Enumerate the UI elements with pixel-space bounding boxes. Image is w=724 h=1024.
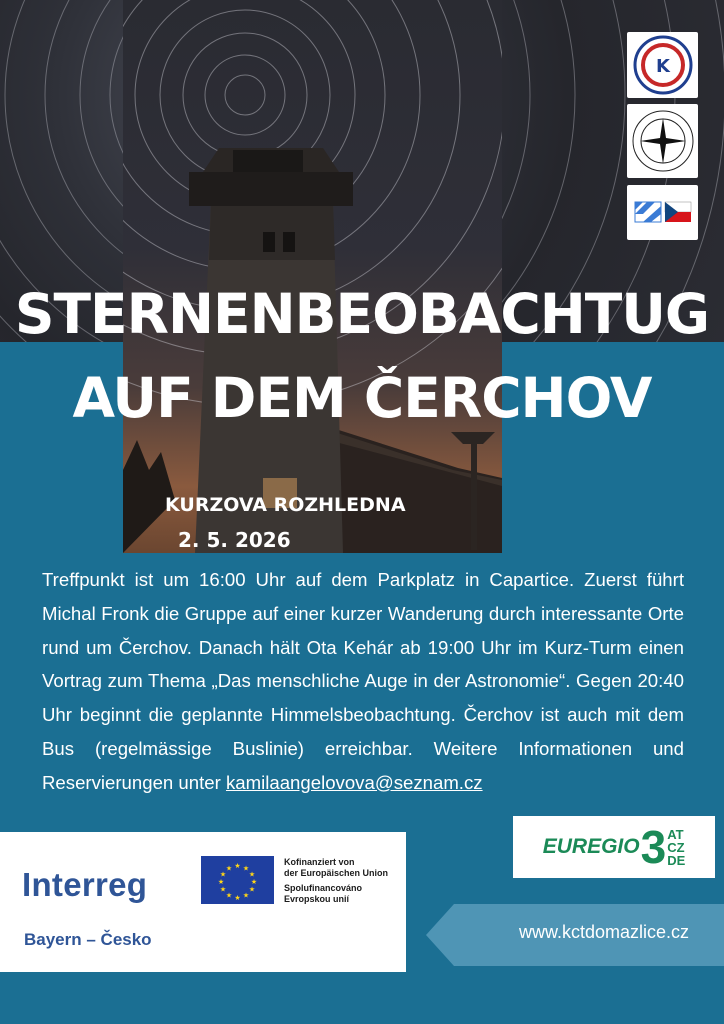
eu-cofunding-text [284, 857, 388, 905]
euregio-number: 3 [640, 821, 667, 873]
kct-logo [627, 32, 698, 98]
event-place: KURZOVA ROZHLEDNA [165, 494, 406, 516]
euregio-name: EUREGIO [542, 835, 640, 858]
svg-text:★: ★ [225, 891, 233, 900]
svg-text:★: ★ [248, 885, 256, 894]
interreg-region: Bayern – Česko [24, 930, 152, 949]
website-url[interactable]: www.kctdomazlice.cz [519, 922, 690, 942]
euregio-codes [667, 828, 685, 867]
euregio-code-at: AT [667, 826, 684, 842]
euregio-logo [513, 816, 715, 878]
svg-text:★: ★ [234, 894, 241, 902]
svg-text:★: ★ [234, 862, 241, 870]
event-date: 2. 5. 2026 [178, 528, 291, 552]
flags-icon [633, 198, 693, 228]
interreg-brand: Interreg [22, 866, 148, 903]
svg-text:★: ★ [225, 864, 233, 873]
event-description [42, 563, 684, 800]
title-line-1: STERNENBEOBACHTUG [14, 282, 710, 346]
svg-text:★: ★ [242, 864, 250, 873]
svg-text:★: ★ [219, 885, 227, 894]
bavaria-czech-flags-logo [627, 185, 698, 240]
email-link[interactable]: kamilaangelovova@seznam.cz [225, 771, 483, 793]
description-text: Treffpunkt ist um 16:00 Uhr auf dem Parkplatz in Capartice. Zuerst führt Michal Fronk die Gruppe auf einer kurzer Wanderung durch interessante Orte rund um Čerchov. Danach hält Ota Kehár ab 19:00 Uhr im Kurz-Turm einen Vortrag zum Thema „Das menschliche Auge in der Astronomie“. Gegen 20:40 Uhr beginnt die geplannte Himmelsbeobachtung. Čerchov ist auch mit dem Bus (regelmässige Buslinie) erreichbar. Weitere Informationen und Reservierungen unter [42, 569, 684, 793]
title-line-2: AUF DEM ČERCHOV [72, 366, 652, 430]
svg-text:★: ★ [217, 878, 225, 886]
kct-emblem-icon [632, 34, 694, 96]
interreg-logo-block [0, 832, 406, 972]
eu-line-4: Evropskou unií [284, 894, 350, 904]
cas-emblem-icon [630, 106, 696, 176]
eu-flag-icon [201, 856, 274, 904]
euregio-code-de: DE [667, 852, 686, 868]
eu-stars-icon [201, 856, 274, 904]
svg-text:★: ★ [219, 870, 227, 879]
euregio-code-cz: CZ [667, 839, 685, 855]
cas-logo [627, 104, 698, 178]
tower-photo [123, 0, 502, 553]
svg-text:K: K [655, 56, 670, 77]
svg-text:★: ★ [248, 870, 256, 879]
tower-illustration [123, 0, 502, 553]
svg-text:★: ★ [242, 891, 250, 900]
eu-line-3: Spolufinancováno [284, 883, 363, 893]
eu-line-2: der Europäischen Union [284, 868, 389, 878]
eu-line-1: Kofinanziert von [284, 857, 355, 867]
svg-text:★: ★ [250, 878, 258, 886]
